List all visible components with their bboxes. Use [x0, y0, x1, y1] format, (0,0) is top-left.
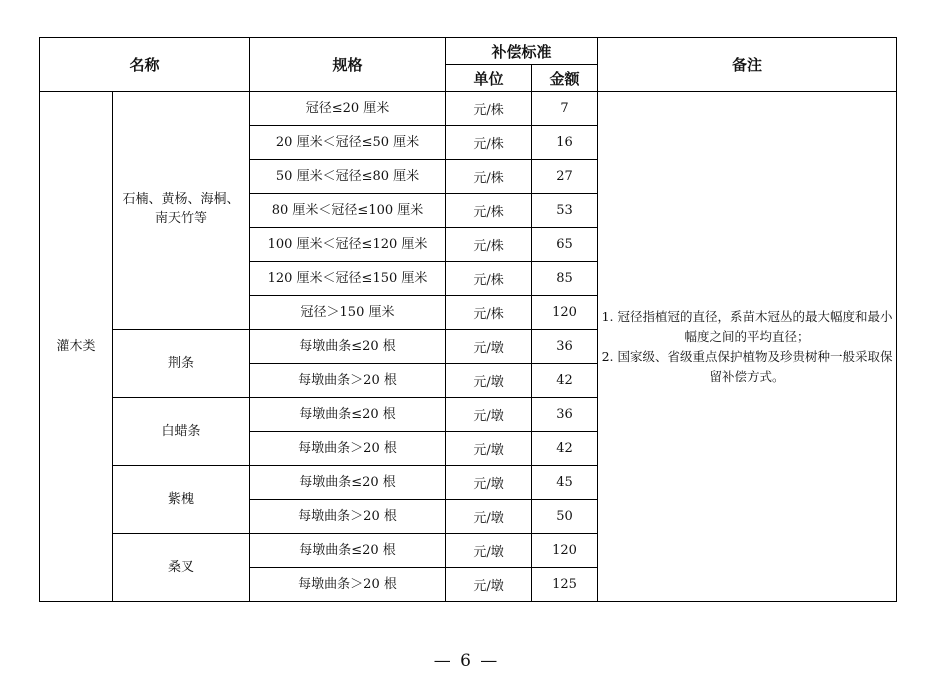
spec-cell: 100 厘米＜冠径≤120 厘米: [250, 228, 446, 262]
unit-cell: 元/株: [446, 194, 532, 228]
spec-cell: 80 厘米＜冠径≤100 厘米: [250, 194, 446, 228]
amount-cell: 16: [532, 126, 598, 160]
unit-cell: 元/墩: [446, 534, 532, 568]
spec-cell: 冠径＞150 厘米: [250, 296, 446, 330]
group-name-cell: 紫槐: [113, 466, 250, 534]
spec-cell: 每墩曲条≤20 根: [250, 398, 446, 432]
group-name-cell: 桑叉: [113, 534, 250, 602]
group-name-cell: 白蜡条: [113, 398, 250, 466]
spec-cell: 20 厘米＜冠径≤50 厘米: [250, 126, 446, 160]
remark-line-1: 1. 冠径指植冠的直径，系苗木冠丛的最大幅度和最小幅度之间的平均直径；: [601, 308, 893, 344]
header-unit: 单位: [446, 65, 532, 92]
amount-cell: 120: [532, 534, 598, 568]
amount-cell: 85: [532, 262, 598, 296]
unit-cell: 元/墩: [446, 432, 532, 466]
spec-cell: 每墩曲条＞20 根: [250, 364, 446, 398]
category-cell: 灌木类: [40, 92, 113, 602]
unit-cell: 元/墩: [446, 330, 532, 364]
remark-cell: [598, 92, 897, 602]
amount-cell: 65: [532, 228, 598, 262]
unit-cell: 元/株: [446, 92, 532, 126]
unit-cell: 元/墩: [446, 398, 532, 432]
amount-cell: 36: [532, 398, 598, 432]
amount-cell: 7: [532, 92, 598, 126]
unit-cell: 元/株: [446, 126, 532, 160]
amount-cell: 27: [532, 160, 598, 194]
unit-cell: 元/株: [446, 262, 532, 296]
group-name-cell: 荆条: [113, 330, 250, 398]
header-amount: 金额: [532, 65, 598, 92]
header-spec: 规格: [250, 38, 446, 92]
spec-cell: 每墩曲条≤20 根: [250, 466, 446, 500]
spec-cell: 每墩曲条≤20 根: [250, 330, 446, 364]
amount-cell: 45: [532, 466, 598, 500]
header-standard: 补偿标准: [446, 38, 598, 65]
amount-cell: 125: [532, 568, 598, 602]
amount-cell: 120: [532, 296, 598, 330]
amount-cell: 50: [532, 500, 598, 534]
table-body: [40, 92, 897, 602]
unit-cell: 元/墩: [446, 500, 532, 534]
group-name-cell: 石楠、黄杨、海桐、南天竹等: [113, 92, 250, 330]
unit-cell: 元/墩: [446, 568, 532, 602]
page-number: — 6 —: [433, 651, 500, 671]
amount-cell: 42: [532, 432, 598, 466]
compensation-table: [39, 37, 897, 602]
amount-cell: 53: [532, 194, 598, 228]
spec-cell: 120 厘米＜冠径≤150 厘米: [250, 262, 446, 296]
spec-cell: 冠径≤20 厘米: [250, 92, 446, 126]
amount-cell: 36: [532, 330, 598, 364]
unit-cell: 元/株: [446, 296, 532, 330]
spec-cell: 每墩曲条≤20 根: [250, 534, 446, 568]
unit-cell: 元/墩: [446, 364, 532, 398]
unit-cell: 元/株: [446, 228, 532, 262]
spec-cell: 每墩曲条＞20 根: [250, 432, 446, 466]
spec-cell: 50 厘米＜冠径≤80 厘米: [250, 160, 446, 194]
amount-cell: 42: [532, 364, 598, 398]
spec-cell: 每墩曲条＞20 根: [250, 500, 446, 534]
unit-cell: 元/墩: [446, 466, 532, 500]
remark-line-2: 2. 国家级、省级重点保护植物及珍贵树种一般采取保留补偿方式。: [601, 348, 893, 384]
table-row: [40, 92, 897, 126]
header-name: 名称: [40, 38, 250, 92]
unit-cell: 元/株: [446, 160, 532, 194]
header-remark: 备注: [598, 38, 897, 92]
spec-cell: 每墩曲条＞20 根: [250, 568, 446, 602]
